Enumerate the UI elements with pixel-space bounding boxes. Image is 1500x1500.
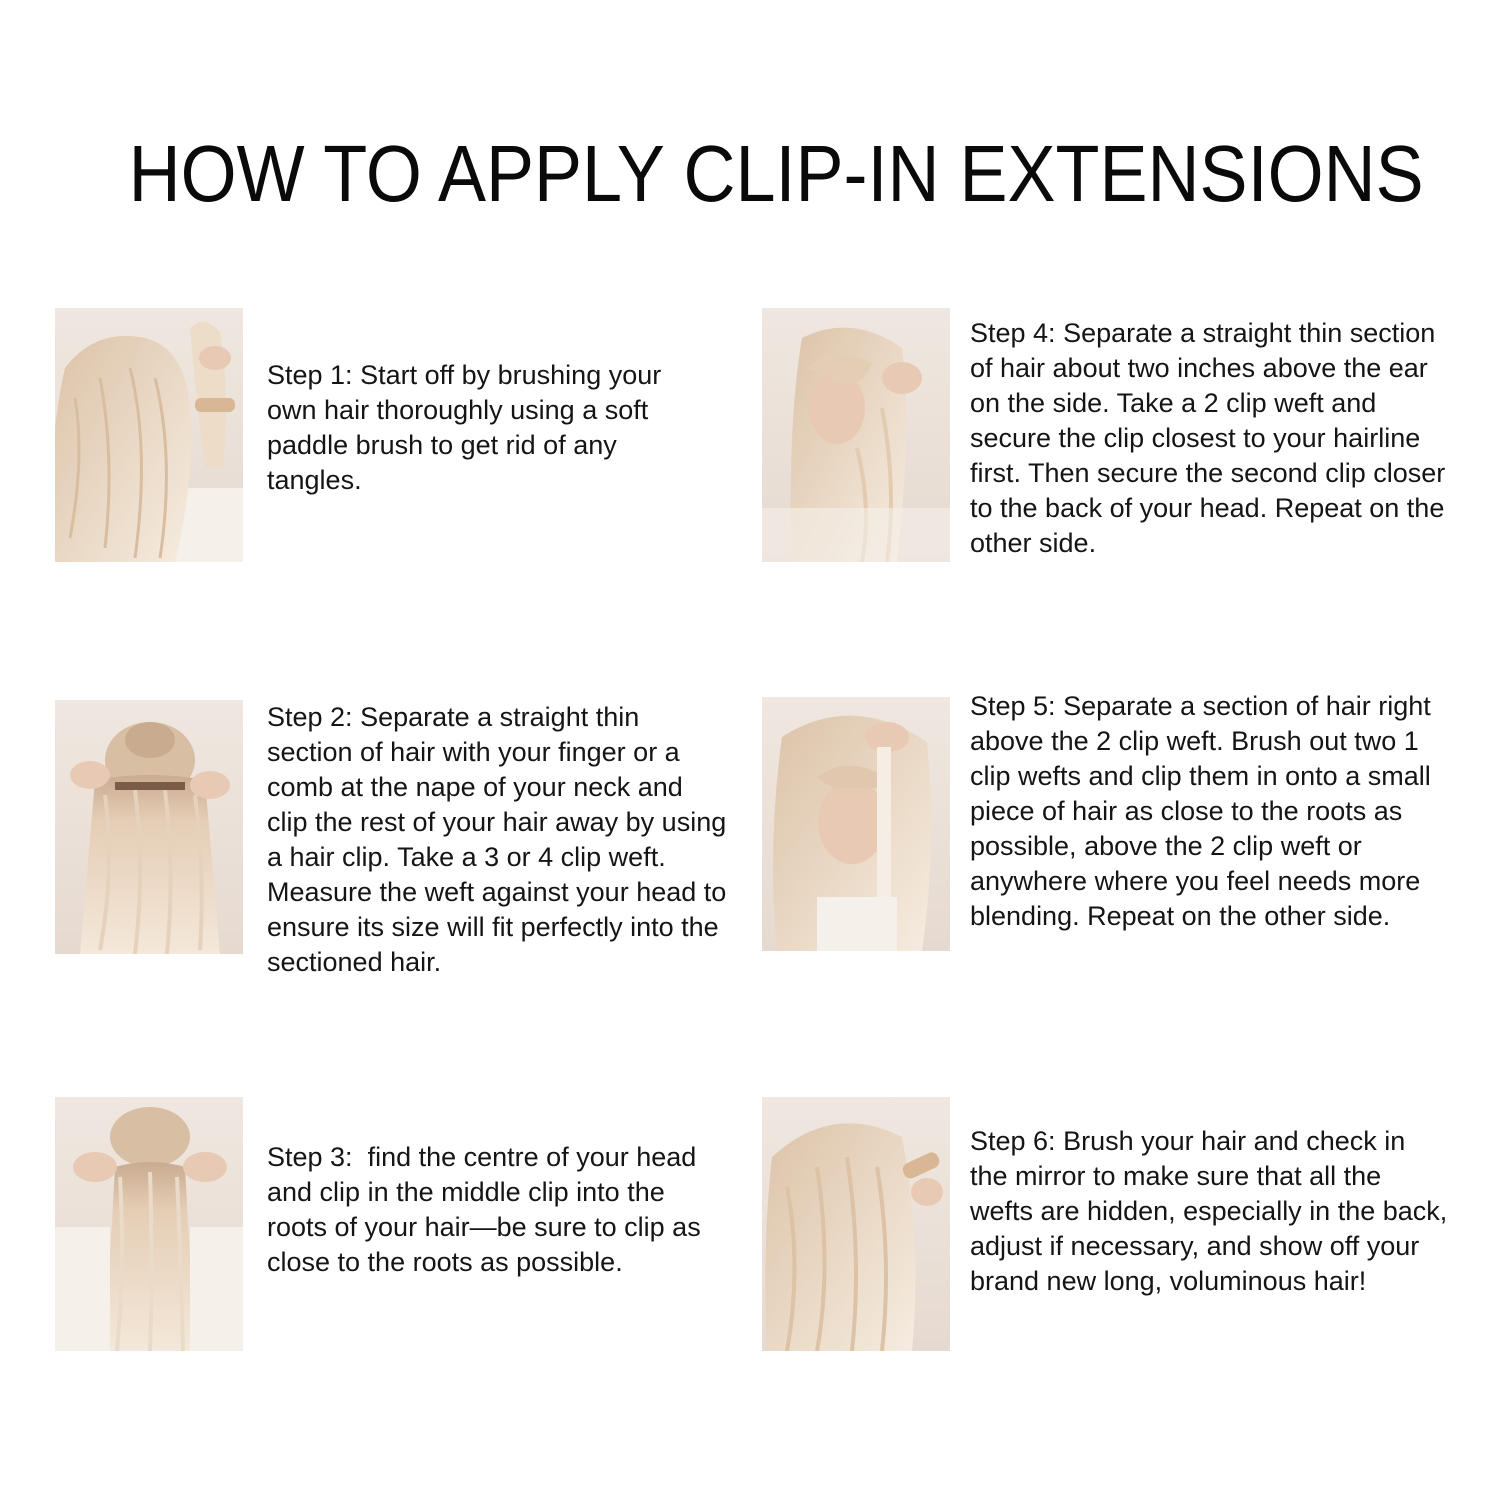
one-clip-weft-photo — [762, 697, 950, 951]
final-brushing-photo — [762, 1097, 950, 1351]
step-6-text: Step 6: Brush your hair and check in the mirror to make sure that all the wefts are hidden, especially in the back, adjust if necessary, and show off your brand new long, voluminous hair! — [970, 1126, 1455, 1296]
side-weft-photo — [762, 308, 950, 562]
clipping-weft-photo — [55, 1097, 243, 1351]
step-4-text: Step 4: Separate a straight thin section of hair about two inches above the ear on the side. Take a 2 clip weft and secure the clip closest to your hairline first. Then secure the second clip closer to the back of your head. Repeat on the other side. — [970, 318, 1453, 558]
step-2-text: Step 2: Separate a straight thin section of hair with your finger or a comb at the nape of your neck and clip the rest of your hair away by using a hair clip. Take a 3 or 4 clip weft. Measure the weft against your head to ensure its size will fit perfectly into the sectioned hair. — [267, 702, 734, 977]
step-3-text: Step 3: find the centre of your head and clip in the middle clip into the roots of your hair—be sure to clip as close to the roots as possible. — [267, 1142, 709, 1277]
page-title: HOW TO APPLY CLIP-IN EXTENSIONS — [128, 129, 1424, 218]
step-1-text: Step 1: Start off by brushing your own hair thoroughly using a soft paddle brush to get rid of any tangles. — [267, 360, 669, 495]
brushing-hair-photo — [55, 308, 243, 562]
sectioning-hair-photo — [55, 700, 243, 954]
step-5-text: Step 5: Separate a section of hair right above the 2 clip weft. Brush out two 1 clip wefts and clip them in onto a small piece of hair as close to the roots as possible, above the 2 clip weft or anywhere where you feel needs more blending. Repeat on the other side. — [970, 691, 1439, 931]
